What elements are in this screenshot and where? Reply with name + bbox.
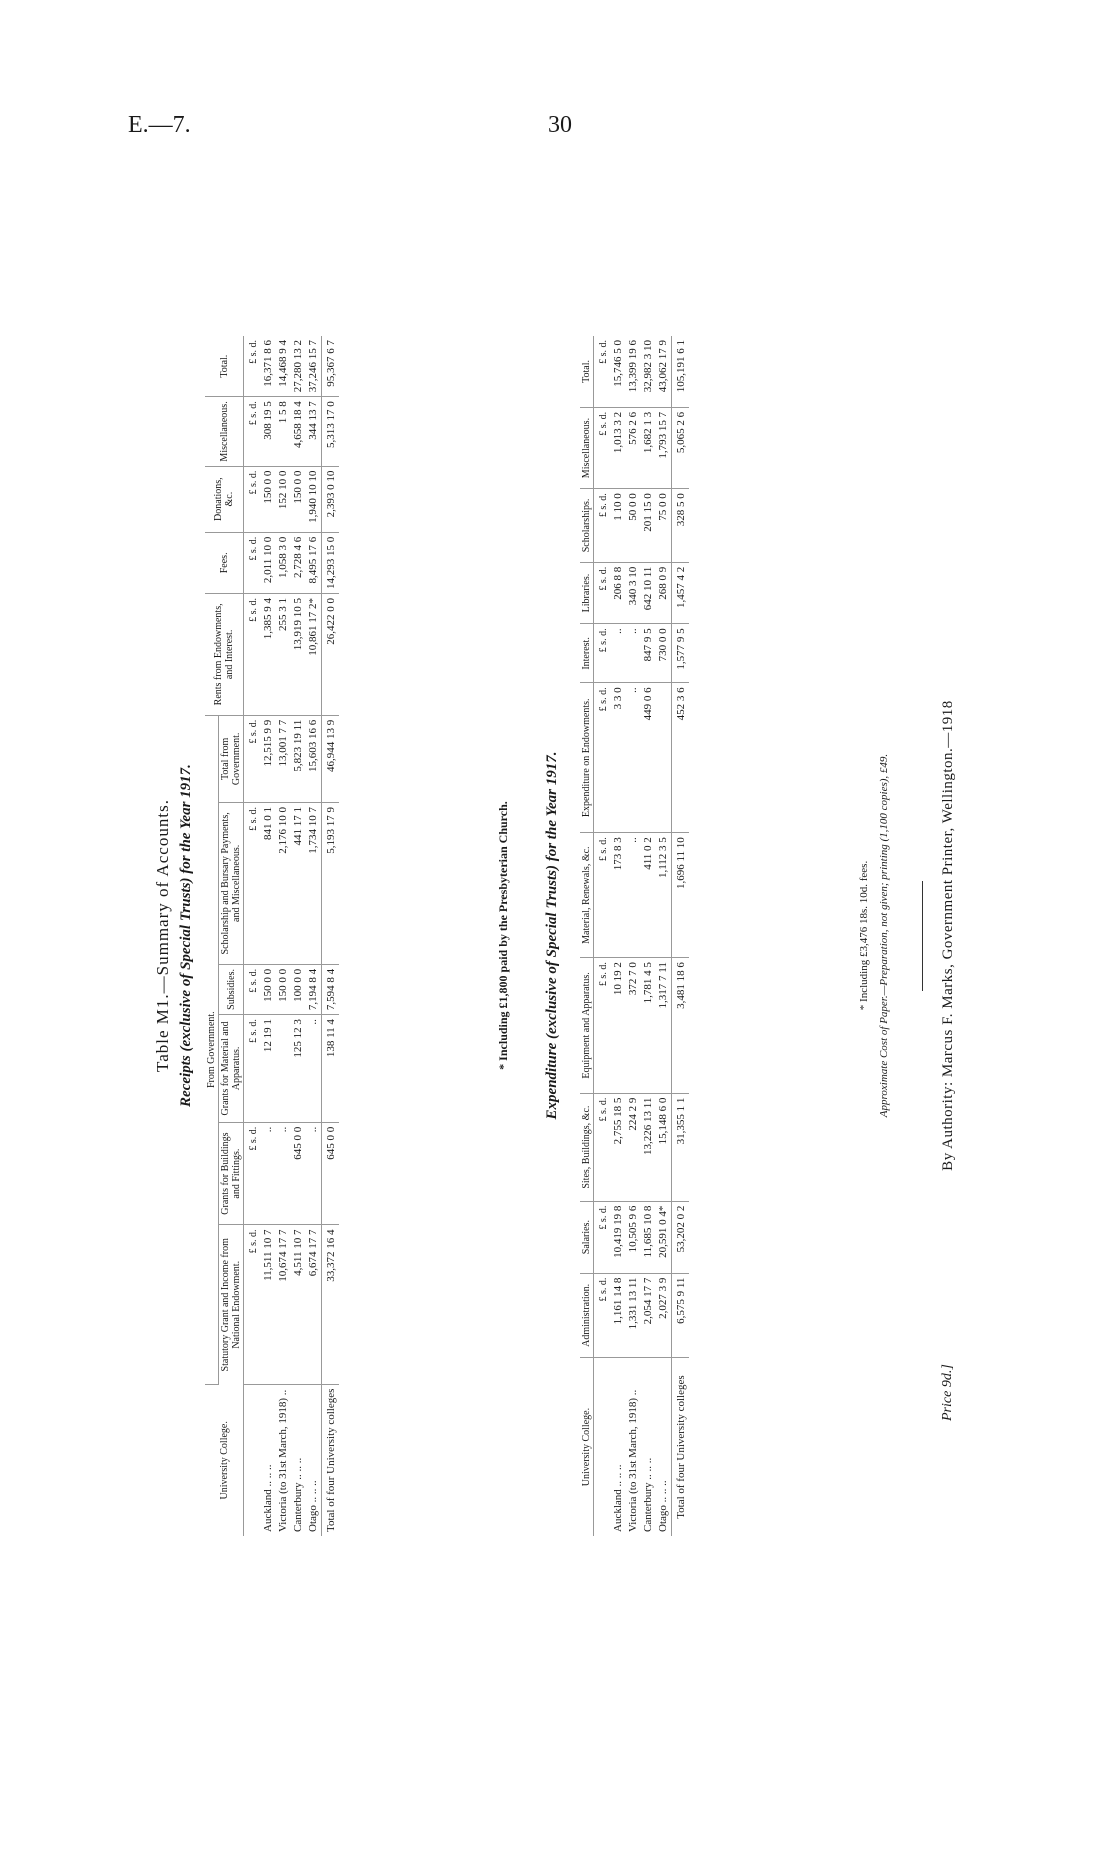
total-amount: 2,393 0 10 (322, 466, 340, 532)
amount-cell: 1,682 1 3 (641, 407, 656, 488)
amount-cell: 173 8 3 (611, 833, 626, 958)
unit-label: £ s. d. (594, 833, 612, 958)
amount-cell: 152 10 0 (276, 466, 291, 532)
college-name: Auckland .. .. .. (612, 1464, 624, 1532)
amount-cell: 1,013 3 2 (611, 407, 626, 488)
table-row (276, 336, 291, 1536)
amount-cell: 12,515 9 9 (261, 715, 276, 802)
amount-cell: 576 2 6 (626, 407, 641, 488)
unit-label: £ s. d. (244, 532, 262, 593)
col-header: Total. (205, 336, 244, 397)
amount-cell: 1,058 3 0 (276, 532, 291, 593)
col-header: Miscellaneous. (205, 397, 244, 466)
unit-label (244, 1384, 262, 1536)
unit-label: £ s. d. (244, 964, 262, 1014)
amount-cell: 224 2 9 (626, 1093, 641, 1201)
amount-cell: 411 0 2 (641, 833, 656, 958)
col-header: Scholarship and Bursary Payments, and Miscellaneous. (219, 802, 244, 964)
amount-cell: 2,011 10 0 (261, 532, 276, 593)
unit-label: £ s. d. (594, 407, 612, 488)
unit-label: £ s. d. (244, 1015, 262, 1123)
amount-cell: 1,317 7 11 (656, 958, 672, 1093)
total-amount: 138 11 4 (322, 1015, 340, 1123)
amount-cell: 150 0 0 (291, 466, 306, 532)
total-amount: 452 3 6 (672, 683, 690, 833)
amount-cell: 10,674 17 7 (276, 1225, 291, 1384)
unit-label: £ s. d. (594, 489, 612, 562)
col-header: Administration. (580, 1273, 594, 1358)
table2-title: Expenditure (exclusive of Special Trusts) for the Year 1917. (544, 751, 560, 1120)
total-amount: 14,293 15 0 (322, 532, 340, 593)
amount-cell: 1,793 15 7 (656, 407, 672, 488)
amount-cell: 255 3 1 (276, 593, 291, 715)
col-header: Salaries. (580, 1201, 594, 1273)
unit-label: £ s. d. (594, 336, 612, 407)
divider-rule (922, 881, 923, 991)
total-amount: 33,372 16 4 (322, 1225, 340, 1384)
table1-title: Table M1.—Summary of Accounts. (153, 799, 172, 1072)
table-row (611, 336, 626, 1536)
amount-cell: 201 15 0 (641, 489, 656, 562)
total-amount: 26,422 0 0 (322, 593, 340, 715)
unit-label: £ s. d. (244, 715, 262, 802)
amount-cell: 308 19 5 (261, 397, 276, 466)
amount-cell: 3 3 0 (611, 683, 626, 833)
table-row (291, 336, 306, 1536)
amount-cell: 344 13 7 (306, 397, 322, 466)
amount-cell: 847 9 5 (641, 624, 656, 683)
total-amount: 1,696 11 10 (672, 833, 690, 958)
amount-cell: 15,746 5 0 (611, 336, 626, 407)
total-amount: 645 0 0 (322, 1122, 340, 1225)
total-amount: 1,577 9 5 (672, 624, 690, 683)
unit-label: £ s. d. (244, 1122, 262, 1225)
units-row (594, 336, 612, 1536)
total-amount: 46,944 13 9 (322, 715, 340, 802)
amount-cell: 1,940 10 10 (306, 466, 322, 532)
amount-cell: 1,331 13 11 (626, 1273, 641, 1358)
amount-cell: 268 0 9 (656, 562, 672, 624)
amount-cell: 1,385 9 4 (261, 593, 276, 715)
col-header: Grants for Material and Apparatus. (219, 1015, 244, 1123)
table-row (306, 336, 322, 1536)
amount-cell: 10 19 2 (611, 958, 626, 1093)
group-header-government: From Government. (205, 715, 219, 1384)
unit-label: £ s. d. (594, 562, 612, 624)
page-series-code: E.—7. (128, 112, 191, 138)
total-amount: 328 5 0 (672, 489, 690, 562)
amount-cell: .. (626, 683, 641, 833)
table2-footnote: * Including £3,476 18s. 10d. fees. (858, 860, 870, 1011)
amount-cell: .. (261, 1122, 276, 1225)
units-row (244, 336, 262, 1536)
college-name: Victoria (to 31st March, 1918) .. (627, 1389, 639, 1532)
col-header: Scholarships. (580, 489, 594, 562)
college-name: Canterbury .. .. .. (292, 1457, 304, 1532)
amount-cell: 13,001 7 7 (276, 715, 291, 802)
col-header: Fees. (205, 532, 244, 593)
amount-cell: 441 17 1 (291, 802, 306, 964)
amount-cell: 27,280 13 2 (291, 336, 306, 397)
total-amount: 5,065 2 6 (672, 407, 690, 488)
amount-cell: 37,246 15 7 (306, 336, 322, 397)
amount-cell: 4,511 10 7 (291, 1225, 306, 1384)
total-amount: 105,191 6 1 (672, 336, 690, 407)
total-amount: 7,594 8 4 (322, 964, 340, 1014)
total-row (322, 336, 340, 1536)
receipts-table (205, 336, 339, 1536)
unit-label: £ s. d. (594, 1273, 612, 1358)
total-amount: 5,193 17 9 (322, 802, 340, 964)
amount-cell: 1 10 0 (611, 489, 626, 562)
amount-cell: 1,734 10 7 (306, 802, 322, 964)
col-header: Rents from Endowments, and Interest. (205, 593, 244, 715)
amount-cell: 730 0 0 (656, 624, 672, 683)
unit-label: £ s. d. (244, 466, 262, 532)
amount-cell: .. (276, 1122, 291, 1225)
unit-label: £ s. d. (244, 593, 262, 715)
amount-cell: 13,226 13 11 (641, 1093, 656, 1201)
amount-cell: 1,112 3 5 (656, 833, 672, 958)
amount-cell: 2,054 17 7 (641, 1273, 656, 1358)
unit-label: £ s. d. (244, 336, 262, 397)
amount-cell: 15,148 6 0 (656, 1093, 672, 1201)
col-header: Interest. (580, 624, 594, 683)
amount-cell: 1 5 8 (276, 397, 291, 466)
amount-cell: 43,062 17 9 (656, 336, 672, 407)
amount-cell: 449 0 6 (641, 683, 656, 833)
amount-cell: 841 0 1 (261, 802, 276, 964)
col-header: Statutory Grant and Income from National Endowment. (219, 1225, 244, 1384)
col-header: Subsidies. (219, 964, 244, 1014)
table1-footnote: * Including £1,800 paid by the Presbyterian Church. (496, 801, 510, 1070)
col-header: Sites, Buildings, &c. (580, 1093, 594, 1201)
amount-cell: 50 0 0 (626, 489, 641, 562)
amount-cell: 75 0 0 (656, 489, 672, 562)
receipts-table-body (244, 336, 340, 1536)
unit-label: £ s. d. (594, 683, 612, 833)
col-header: Expenditure on Endowments. (580, 683, 594, 833)
amount-cell: 10,419 19 8 (611, 1201, 626, 1273)
table-row (656, 336, 672, 1536)
table-row (626, 336, 641, 1536)
total-amount: 53,202 0 2 (672, 1201, 690, 1273)
col-header: Grants for Buildings and Fittings. (219, 1122, 244, 1225)
amount-cell (656, 683, 672, 833)
col-header: Equipment and Apparatus. (580, 958, 594, 1093)
amount-cell: 13,919 10 5 (291, 593, 306, 715)
amount-cell: 1,161 14 8 (611, 1273, 626, 1358)
total-amount: 3,481 18 6 (672, 958, 690, 1093)
col-header: Material, Renewals, &c. (580, 833, 594, 958)
amount-cell: 125 12 3 (291, 1015, 306, 1123)
amount-cell: 14,468 9 4 (276, 336, 291, 397)
amount-cell: 6,674 17 7 (306, 1225, 322, 1384)
amount-cell: 372 7 0 (626, 958, 641, 1093)
amount-cell: 13,399 19 6 (626, 336, 641, 407)
unit-label (594, 1358, 612, 1536)
total-amount: 1,457 4 2 (672, 562, 690, 624)
unit-label: £ s. d. (594, 1093, 612, 1201)
table-row (641, 336, 656, 1536)
amount-cell: 10,505 9 6 (626, 1201, 641, 1273)
amount-cell: 100 0 0 (291, 964, 306, 1014)
amount-cell: .. (306, 1015, 322, 1123)
unit-label: £ s. d. (244, 802, 262, 964)
total-label: Total of four University colleges (322, 1384, 340, 1536)
total-label: Total of four University colleges (672, 1358, 690, 1536)
expenditure-table (580, 336, 689, 1536)
expenditure-table-body (594, 336, 690, 1536)
col-header: University College. (580, 1358, 594, 1536)
total-amount: 95,367 6 7 (322, 336, 340, 397)
amount-cell: 12 19 1 (261, 1015, 276, 1123)
college-name: Otago .. .. .. (657, 1480, 669, 1532)
college-name: Otago .. .. .. (307, 1480, 319, 1532)
college-name: Victoria (to 31st March, 1918) .. (277, 1389, 289, 1532)
amount-cell: 2,755 18 5 (611, 1093, 626, 1201)
amount-cell: 5,823 19 11 (291, 715, 306, 802)
amount-cell: 645 0 0 (291, 1122, 306, 1225)
amount-cell: 150 0 0 (261, 466, 276, 532)
unit-label: £ s. d. (594, 1201, 612, 1273)
unit-label: £ s. d. (244, 1225, 262, 1384)
amount-cell: 2,176 10 0 (276, 802, 291, 964)
amount-cell: 11,685 10 8 (641, 1201, 656, 1273)
amount-cell: 340 3 10 (626, 562, 641, 624)
amount-cell: 1,781 4 5 (641, 958, 656, 1093)
amount-cell: .. (611, 624, 626, 683)
col-header: Libraries. (580, 562, 594, 624)
printer-authority: By Authority: Marcus F. Marks, Government Printer, Wellington.—1918 (940, 700, 956, 1171)
price: Price 9d.] (940, 1364, 955, 1421)
unit-label: £ s. d. (244, 397, 262, 466)
col-header: Miscellaneous. (580, 407, 594, 488)
total-row (672, 336, 690, 1536)
amount-cell: 11,511 10 7 (261, 1225, 276, 1384)
page-number: 30 (548, 112, 572, 138)
amount-cell: 32,982 3 10 (641, 336, 656, 407)
amount-cell: 8,495 17 6 (306, 532, 322, 593)
amount-cell: 7,194 8 4 (306, 964, 322, 1014)
amount-cell: 2,027 3 9 (656, 1273, 672, 1358)
amount-cell (276, 1015, 291, 1123)
amount-cell: 20,591 0 4* (656, 1201, 672, 1273)
amount-cell: 4,658 18 4 (291, 397, 306, 466)
amount-cell: 150 0 0 (276, 964, 291, 1014)
amount-cell: 642 10 11 (641, 562, 656, 624)
total-amount: 31,355 1 1 (672, 1093, 690, 1201)
amount-cell: 150 0 0 (261, 964, 276, 1014)
total-amount: 5,313 17 0 (322, 397, 340, 466)
amount-cell: 206 8 8 (611, 562, 626, 624)
total-amount: 6,575 9 11 (672, 1273, 690, 1358)
unit-label: £ s. d. (594, 958, 612, 1093)
col-header: Total from Government. (219, 715, 244, 802)
amount-cell: 16,371 8 6 (261, 336, 276, 397)
col-header: Donations, &c. (205, 466, 244, 532)
printing-cost-note: Approximate Cost of Paper.—Preparation, not given; printing (1,100 copies), £49. (878, 753, 890, 1118)
amount-cell: .. (306, 1122, 322, 1225)
college-name: Canterbury .. .. .. (642, 1457, 654, 1532)
college-name: Auckland .. .. .. (262, 1464, 274, 1532)
col-header: University College. (205, 1384, 244, 1536)
amount-cell: 2,728 4 6 (291, 532, 306, 593)
table1-subtitle: Receipts (exclusive of Special Trusts) for the Year 1917. (178, 764, 194, 1107)
table-row (261, 336, 276, 1536)
amount-cell: 15,603 16 6 (306, 715, 322, 802)
amount-cell: 10,861 17 2* (306, 593, 322, 715)
amount-cell: .. (626, 833, 641, 958)
unit-label: £ s. d. (594, 624, 612, 683)
amount-cell: .. (626, 624, 641, 683)
col-header: Total. (580, 336, 594, 407)
